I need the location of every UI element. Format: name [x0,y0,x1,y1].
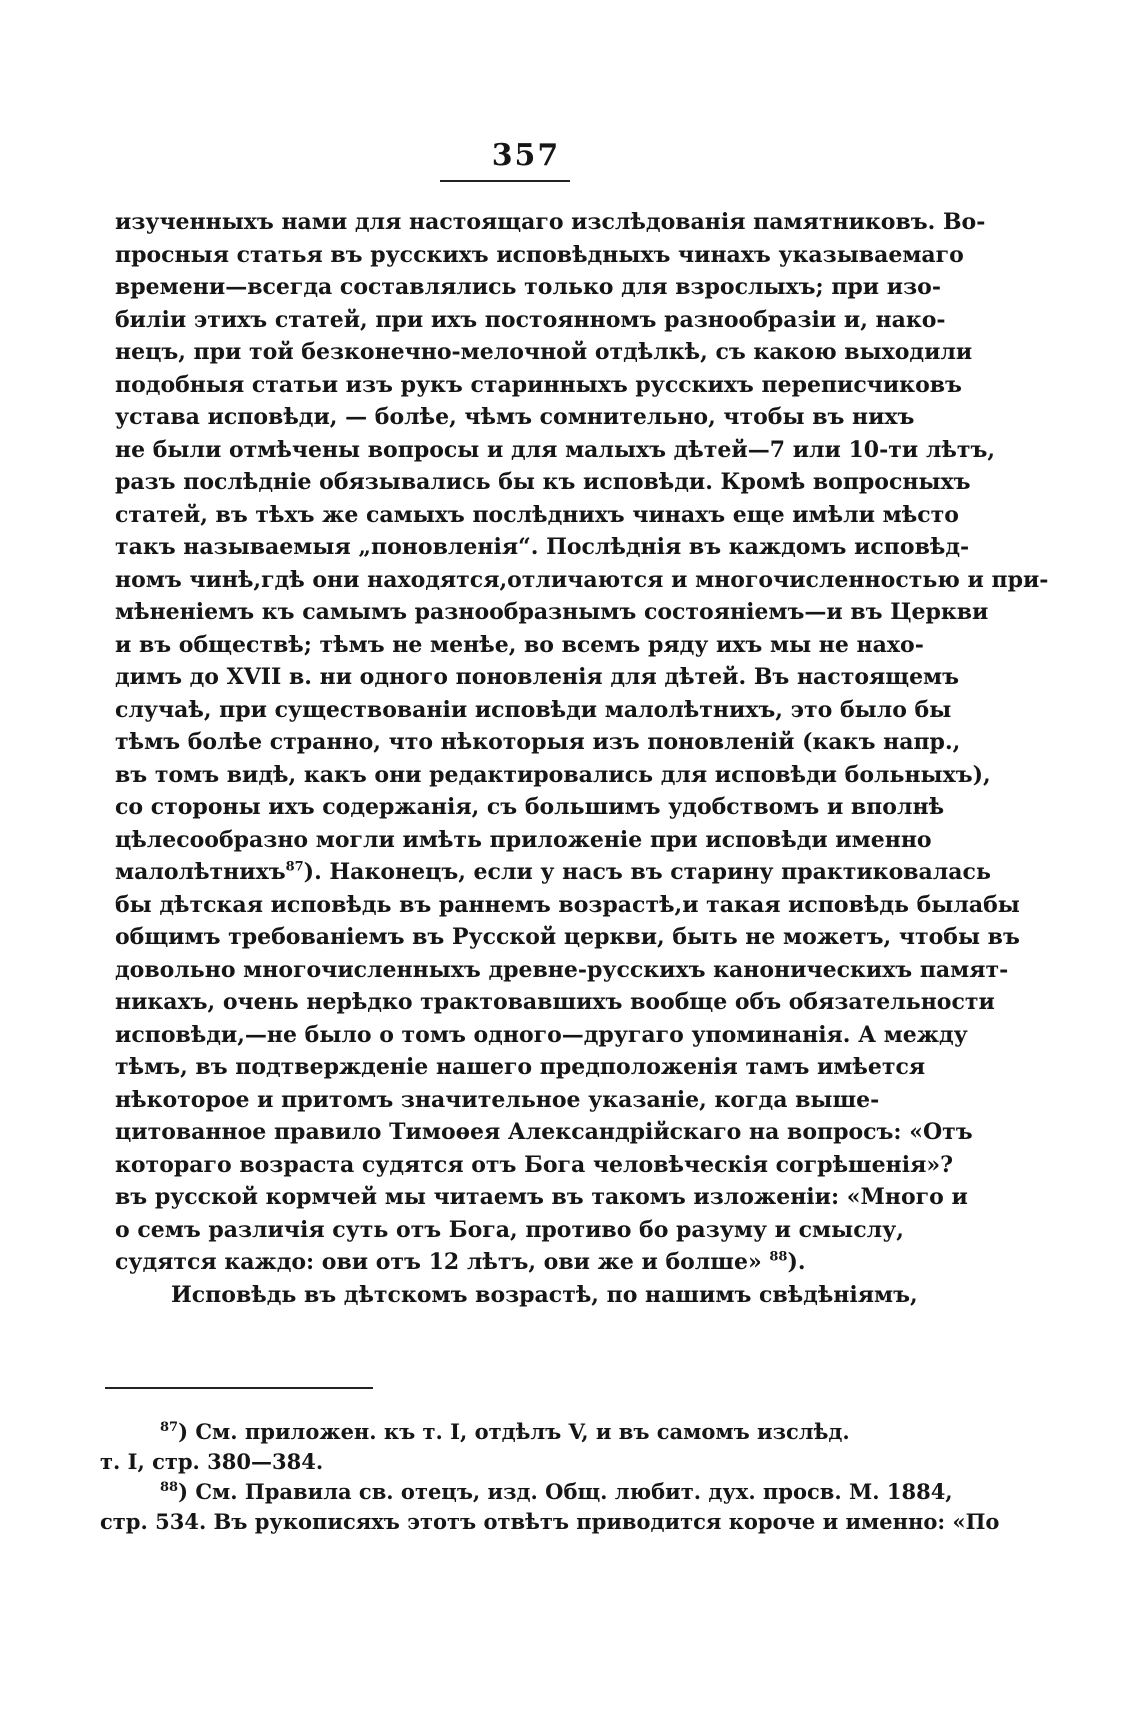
body-line: времени—всегда составлялись только для взрослыхъ; при изо- [115,274,941,300]
body-line: о семъ различія суть отъ Бога, противо бо разуму и смыслу, [115,1216,904,1243]
body-line: и въ обществѣ; тѣмъ не менѣе, во всемъ ряду ихъ мы не нахо- [115,631,924,658]
body-text-fragment: ). Наконецъ, если у насъ въ старину практиковалась [303,859,991,885]
body-line-with-footnote-ref [115,1246,915,1279]
footnote-separator [105,1387,373,1389]
body-line: цѣлесообразно могли имѣть приложеніе при исповѣди именно [115,826,932,853]
body-line: димъ до XVII в. ни одного поновленія для дѣтей. Въ настоящемъ [115,664,960,690]
body-line: цитованное правило Тимоѳея Александрійскаго на вопросъ: «Отъ [115,1119,973,1145]
footnotes [100,1417,1000,1537]
body-line: исповѣди,—не было о томъ одного—другаго упоминанія. А между [115,1021,968,1048]
page-number-rule [440,180,570,182]
body-text-fragment: малолѣтнихъ [115,859,286,885]
body-line: биліи этихъ статей, при ихъ постоянномъ разнообразіи и, нако- [115,306,946,333]
body-line: мѣненіемъ къ самымъ разнообразнымъ состояніемъ—и въ Церкви [115,599,989,625]
body-line: устава исповѣди, — болѣе, чѣмъ сомнительно, чтобы въ нихъ [115,404,915,430]
footnote-ref-87[interactable]: 87 [285,859,304,875]
footnote-ref-88[interactable]: 88 [769,1249,788,1265]
footnote-88-continuation: стр. 534. Въ рукописяхъ этотъ отвѣтъ приводится короче и именно: «По [100,1509,1000,1534]
footnote-text: ) См. Правила св. отецъ, изд. Общ. любит. дух. просв. М. 1884, [178,1479,953,1504]
footnote-marker: 88 [160,1480,179,1495]
body-line-with-footnote-ref [115,856,991,889]
page-number: 357 [491,138,561,173]
body-line: никахъ, очень нерѣдко трактовавшихъ вообще объ обязательности [115,989,995,1015]
footnote-88 [100,1477,953,1507]
body-line: изученныхъ нами для настоящаго изслѣдованія памятниковъ. Во- [115,209,986,235]
body-line: въ томъ видѣ, какъ они редактировались для исповѣди больныхъ), [115,761,991,788]
body-line: тѣмъ, въ подтвержденіе нашего предположенія тамъ имѣется [115,1054,926,1080]
body-line: случаѣ, при существованіи исповѣди малолѣтнихъ, это было бы [115,696,952,723]
footnote-87-continuation: т. I, стр. 380—384. [100,1449,324,1474]
body-line: нѣкоторое и притомъ значительное указаніе, когда выше- [115,1086,880,1113]
body-line: подобныя статьи изъ рукъ старинныхъ русскихъ переписчиковъ [115,371,962,398]
footnote-text: ) См. приложен. къ т. I, отдѣлъ V, и въ самомъ изслѣд. [178,1419,850,1444]
body-text [115,206,1049,1311]
body-line: такъ называемыя „поновленія“. Послѣднія въ каждомъ исповѣд- [115,534,970,560]
body-line: со стороны ихъ содержанія, съ большимъ удобствомъ и вполнѣ [115,794,945,820]
body-line: не были отмѣчены вопросы и для малыхъ дѣтей—7 или 10-ти лѣтъ, [115,436,995,463]
body-line: тѣмъ болѣе странно, что нѣкоторыя изъ поновленій (какъ напр., [115,729,961,755]
body-text-fragment: судятся каждо: ови отъ 12 лѣтъ, ови же и болше» [115,1249,770,1275]
footnote-87 [100,1417,920,1447]
body-line: бы дѣтская исповѣдь въ раннемъ возрастѣ,и такая исповѣдь былабы [115,891,1020,918]
body-line: довольно многочисленныхъ древне-русскихъ каноническихъ памят- [115,956,1009,983]
body-line: въ русской кормчей мы читаемъ въ такомъ изложеніи: «Много и [115,1184,968,1210]
body-line: разъ послѣдніе обязывались бы къ исповѣди. Кромѣ вопросныхъ [115,469,971,495]
body-line: нецъ, при той безконечно-мелочной отдѣлкѣ, съ какою выходили [115,339,973,365]
body-text-fragment: ). [787,1249,806,1275]
body-line: номъ чинѣ,гдѣ они находятся,отличаются и многочисленностью и при- [115,566,1049,593]
paragraph-start-line: Исповѣдь въ дѣтскомъ возрастѣ, по нашимъ свѣдѣніямъ, [171,1281,918,1308]
body-line: просныя статья въ русскихъ исповѣдныхъ чинахъ указываемаго [115,241,964,268]
body-line: общимъ требованіемъ въ Русской церкви, быть не можетъ, чтобы въ [115,924,1020,950]
body-line: котораго возраста судятся отъ Бога человѣческія согрѣшенія»? [115,1151,954,1178]
footnote-marker: 87 [160,1420,179,1435]
body-line: статей, въ тѣхъ же самыхъ послѣднихъ чинахъ еще имѣли мѣсто [115,501,959,528]
